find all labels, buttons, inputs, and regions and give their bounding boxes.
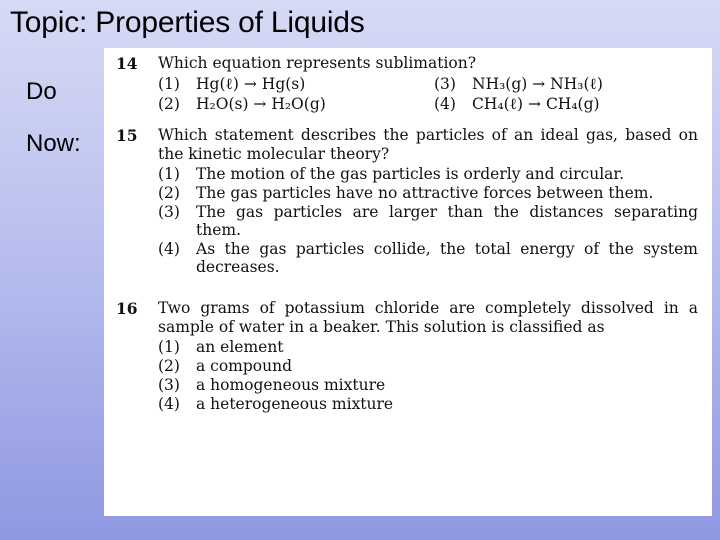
answer-choices — [158, 74, 698, 114]
answer-choice-3 — [434, 74, 698, 94]
choice-number: (2) — [158, 184, 180, 202]
question-15 — [116, 126, 698, 277]
choice-number: (4) — [158, 395, 180, 413]
choice-text: Hg(ℓ) → Hg(s) — [196, 75, 306, 93]
choice-number: (1) — [158, 338, 180, 356]
question-number: 15 — [116, 126, 138, 145]
do-now-line-2: Now: — [26, 130, 81, 157]
question-stem: Which statement describes the particles of an ideal gas, based on the kinetic molecular theory? — [158, 126, 698, 163]
choice-text: a compound — [196, 357, 293, 375]
answer-choice-1 — [158, 74, 422, 94]
choice-number: (3) — [434, 75, 456, 93]
answer-choice-4 — [158, 395, 698, 413]
question-body — [158, 126, 698, 277]
choice-text: The gas particles have no attractive forces between them. — [196, 184, 654, 202]
answer-choice-4 — [158, 240, 698, 276]
choice-number: (3) — [158, 203, 180, 221]
question-stem: Which equation represents sublimation? — [158, 54, 477, 72]
choice-number: (1) — [158, 165, 180, 183]
answer-choice-4 — [434, 94, 698, 114]
choice-number: (3) — [158, 376, 180, 394]
choice-text: a heterogeneous mixture — [196, 395, 394, 413]
choice-text: The motion of the gas particles is orderly and circular. — [196, 165, 625, 183]
answer-choice-2 — [158, 94, 422, 114]
choice-number: (4) — [434, 95, 456, 113]
choice-number: (4) — [158, 240, 180, 258]
answer-choice-2 — [158, 184, 698, 202]
answer-choice-3 — [158, 376, 698, 394]
do-now-line-1: Do — [26, 78, 57, 105]
choice-number: (2) — [158, 95, 180, 113]
question-14 — [116, 54, 698, 114]
choice-number: (2) — [158, 357, 180, 375]
question-body — [158, 54, 698, 114]
choice-text: NH₃(g) → NH₃(ℓ) — [472, 75, 603, 93]
do-now-label — [26, 66, 81, 170]
question-number: 16 — [116, 299, 138, 318]
choice-number: (1) — [158, 75, 180, 93]
choice-text: The gas particles are larger than the distances separating them. — [196, 203, 698, 239]
choice-text: a homogeneous mixture — [196, 376, 386, 394]
choice-text: As the gas particles collide, the total energy of the system decreases. — [196, 240, 698, 276]
question-stem: Two grams of potassium chloride are completely dissolved in a sample of water in a beaker. This solution is classified as — [158, 299, 698, 336]
question-panel — [104, 48, 712, 516]
choice-text: an element — [196, 338, 284, 356]
question-16 — [116, 299, 698, 414]
slide-title: Topic: Properties of Liquids — [10, 6, 365, 39]
answer-choice-2 — [158, 357, 698, 375]
question-number: 14 — [116, 54, 138, 73]
choice-text: H₂O(s) → H₂O(g) — [196, 95, 326, 113]
answer-choice-1 — [158, 338, 698, 356]
choice-text: CH₄(ℓ) → CH₄(g) — [472, 95, 600, 113]
question-body — [158, 299, 698, 414]
answer-choice-1 — [158, 165, 698, 183]
answer-choice-3 — [158, 203, 698, 239]
